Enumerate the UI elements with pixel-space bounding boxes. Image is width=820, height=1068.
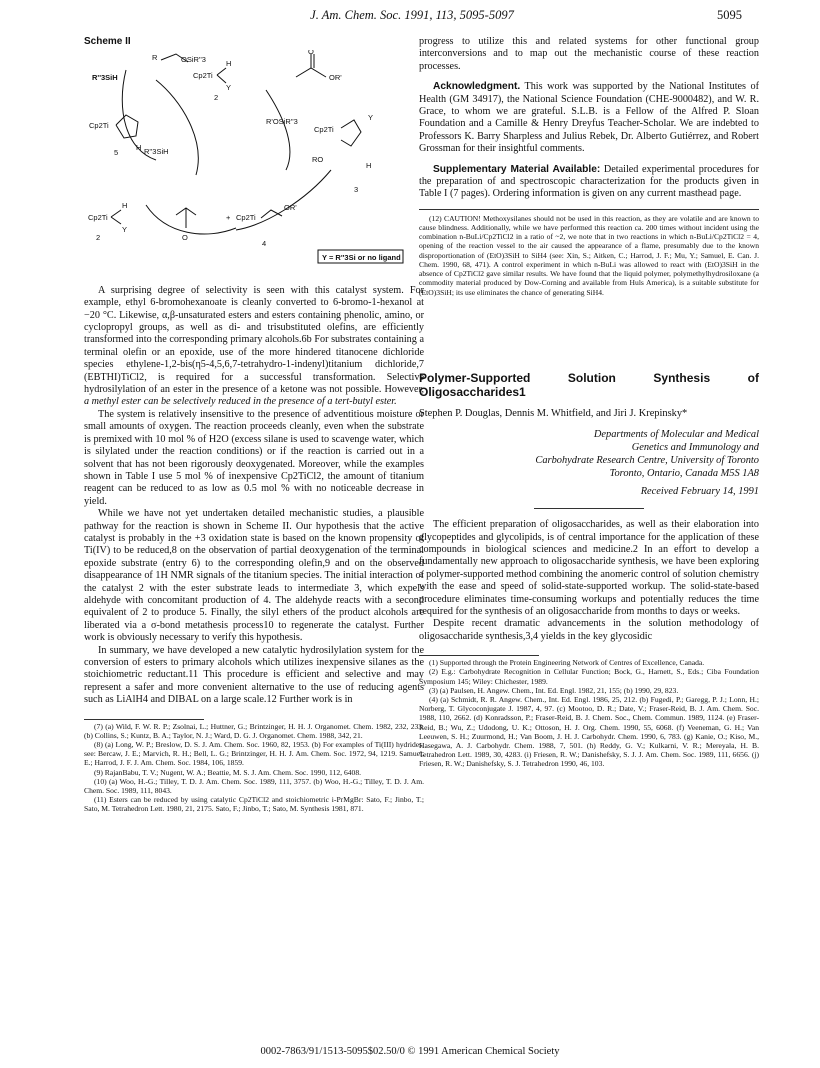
scheme-ro: RO <box>312 155 324 165</box>
footnote-2: (2) E.g.: Carbohydrate Recognition in Cellular Function; Bock, G., Harnett, S., Eds.; Ciba Foundation Symposium 145; Wiley: Chichester, 1989. <box>419 667 759 686</box>
left-footnotes <box>84 722 424 814</box>
received-date: Received February 14, 1991 <box>640 485 759 497</box>
footnote-divider-right <box>419 655 539 656</box>
footnote-3: (3) (a) Paulsen, H. Angew. Chem., Int. Ed. Engl. 1982, 21, 155; (b) 1990, 29, 823. <box>429 685 679 695</box>
left-column <box>84 36 424 814</box>
footnote-4: (4) (a) Schmidt, R. R. Angew. Chem., Int. Ed. Engl. 1986, 25, 212. (b) Fugedi, P.; Garegg, P. J.; Lonn, H.; Norberg, T. Glycoconjugate J. 1987, 4, 97. (c) Mootoo, D. R.; Date, V.; Fraser-Reid, B. J. Am. Chem. Soc. 1988, 110, 2662. (d) Konradsson, P.; Fraser-Reid, B. J. Chem. Soc., Chem. Commun. 1989, 1124. (e) Fraser-Reid, B.; Wu, Z.; Udodong, U. K.; Ottoson, H. J. Org. Chem. 1990, 55, 6068. (f) Veeneman, G. H.; Van Leeuwen, S. H.; Zuurmond, H.; Van Boom, J. H. J. Carbohydr. Chem. 1990, 6, 783. (g) Kanie, O.; Kiso, M., Hasegawa, A. J. Carbohydr. Chem. 1988, 7, 501. (h) Reddy, G. V.; Kulkarni, V. R.; Mereyala, H. B. Tetrahedron Lett. 1989, 30, 4283. (i) Friesen, R. W.; Danishefsky, S. J. J. Am. Chem. Soc. 1989, 111, 6656. (j) Friesen, R. W.; Danishefsky, S. J. Tetrahedron 1990, 46, 103. <box>419 694 759 769</box>
scheme-box-label: Y = R''3Si or no ligand <box>322 253 401 263</box>
paragraph-mechanism: While we have not yet undertaken detailed mechanistic studies, a plausible pathway for the reaction is shown in Scheme II. Our hypothesis that the active catalyst is probably in the +3 oxidation state is based on the known propensity of Ti(IV) to be reduced,8 on the observation of partial deoxygenation of the terminal epoxide substrate (entry 6) to the corresponding olefin,9 and on the observed disappearance of 1H NMR signals of the titanium species. The initial interaction of the catalyst 2 with the ester substrate leads to intermediate 3, which expels aldehyde with concomitant production of 4. The aldehyde reacts with a second equivalent of 2 to produce 5. Finally, the silyl ethers of the product alcohols are liberated via a σ-bond metathesis process10 to regenerate the catalyst. Further work is obviously necessary to verify this hypothesis. <box>84 508 424 644</box>
paragraph-despite: Despite recent dramatic advancements in the solution methodology of oligosaccharide synthesis,3,4 yields in the key glycosidic <box>419 618 759 642</box>
page-number: 5095 <box>717 8 742 22</box>
footnote-7: (7) (a) Wild, F. W. R. P.; Zsolnai, L.; Huttner, G.; Brintzinger, H. H. J. Organomet. Chem. 1982, 232, 233. (b) Collins, S.; Kuntz, B. A.; Taylor, N. J.; Ward, D. G. J. Organomet. Chem. 1988, 342, 21. <box>84 721 424 740</box>
title-divider <box>534 508 644 509</box>
scheme-o-bottom: O <box>182 233 188 243</box>
scheme-o-top: O <box>308 50 314 57</box>
article-title: Polymer-Supported Solution Synthesis of Oligosaccharides1 <box>419 370 759 399</box>
footnote-divider <box>84 719 204 720</box>
scheme-cp2ti-3: Cp2Ti <box>314 125 334 135</box>
paragraph-intro: The efficient preparation of oligosaccharides, as well as their elaboration into glycopeptides and glycolipids, is of central importance for the application of these compounds in biological sciences and medicine.2 In an effort to develop a fundamentally new approach to oligosaccharide synthesis, we have been exploring a polymer-supported method combining the anomeric control of solution chemistry with the ease and speed of solid-state-supported workup. The solid-state-based procedure eliminates time-consuming workups and potentially reduces the time required for the synthesis of an oligosaccharide from months to days or weeks. <box>419 519 759 617</box>
ack-text: This work was supported by the National Institutes of Health (GM 34917), the National Science Foundation (CHE-9000482), and W. R. Grace, to whom we are grateful. S.L.B. is a Fellow of the Alfred P. Sloan Foundation and a Camille & Henry Dreyfus Teacher-Scholar. We are indebted to Professors K. Barry Sharpless and Julius Rebek, Dr. Alberto Gutiérrez, and Robert Grossman for their insightful comments. <box>419 81 759 155</box>
footnote-8: (8) (a) Long, W. P.; Breslow, D. S. J. Am. Chem. Soc. 1960, 82, 1953. (b) For examples of Ti(III) hydrides, see: Bercaw, J. E.; Marvich, R. H.; Bell, L. G.; Brintzinger, H. H. J. Am. Chem. Soc. 1972, 94, 1219. Samuel, E.; Harrod, J. F. J. Am. Chem. Soc. 1984, 106, 1859. <box>84 740 424 768</box>
footnote-1: (1) Supported through the Protein Engineering Network of Centres of Excellence, Canada. <box>429 658 705 668</box>
paragraph-summary: In summary, we have developed a new catalytic hydrosilylation system for the conversion of esters to primary alcohols which utilizes inexpensive silanes as the stoichiometric reductant.11 This procedure is efficient and selective and may represent a safer and more convenient alternative to the use of reducing agents such as LiAlH4 and DIBAL on a large scale.12 Further work is in <box>84 644 424 706</box>
scheme-num2-top: 2 <box>214 93 219 103</box>
scheme-h-bottom: H <box>122 201 128 211</box>
scheme-h-top: H <box>226 59 232 69</box>
article-affiliation <box>419 428 759 480</box>
scheme-num4: 4 <box>262 239 267 249</box>
scheme-num5: 5 <box>114 148 119 158</box>
supp-text: Detailed experimental procedures for the preparation of and spectroscopic characterization for the products given in Table I (7 pages). Ordering information is given on any current masthead page. <box>419 163 759 200</box>
scheme-osir-label: OSiR''3 <box>181 55 206 65</box>
acknowledgment <box>419 81 759 155</box>
scheme-ii-diagram <box>86 50 411 266</box>
page-footer: 0002-7863/91/1513-5095$02.50/0 © 1991 American Chemical Society <box>260 1046 560 1057</box>
scheme-label: Scheme II <box>84 36 131 47</box>
paragraph-insensitive: The system is relatively insensitive to the presence of adventitious moisture or small amounts of oxygen. The reaction proceeds cleanly, even when the substrate is premixed with 10 mol % of H2O (excess silane is used to scavenge water, which is silylated under the reaction conditions) or if the reaction is carried out in a solvent that has not been rigorously deoxygenated. Moreover, while the examples shown in Table I use 5 mol % of inexpensive Cp2TiCl2, the amount of titanium reagent can be reduced to as low as 0.5 mol % with no noticeable decrease in yield. <box>84 408 424 507</box>
running-title: J. Am. Chem. Soc. 1991, 113, 5095-5097 <box>310 8 514 22</box>
running-header <box>82 8 742 28</box>
affiliation-line-2: Genetics and Immunology and <box>631 441 759 453</box>
footnote-9: (9) RajanBabu, T. V.; Nugent, W. A.; Beattie, M. S. J. Am. Chem. Soc. 1990, 112, 6408. <box>94 767 362 777</box>
paragraph-selectivity-italic: a methyl ester can be selectively reduced in the presence of a tert-butyl ester. <box>84 396 397 408</box>
ack-heading: Acknowledgment. <box>433 81 521 93</box>
scheme-plus: + <box>226 213 231 223</box>
scheme-y-bottom: Y <box>122 225 128 235</box>
footnote-12-divider <box>419 209 759 210</box>
right-footnotes <box>419 658 759 768</box>
footnote-11: (11) Esters can be reduced by using catalytic Cp2TiCl2 and stoichiometric i-PrMgBr: Sato, F.; Jinbo, T.; Sato, M. Tetrahedron Lett. 1980, 21, 2175. Sato, F.; Jinbo, T.; Sato, M. Synthesis 1981, 871. <box>84 795 424 814</box>
paragraph-selectivity-text: A surprising degree of selectivity is seen with this catalyst system. For example, ethyl 6-bromohexanoate is cleanly converted to 6-bromo-1-hexanol at −20 °C. Likewise, α,β-unsaturated esters and esters containing phenolic, amino, or cyclopropyl groups, as well as di- and trisubstituted olefins, are efficiently transformed into the corresponding primary alcohols.6b For substrates containing a terminal olefin or an epoxide, use of the more hindered titanocene dichloride species ethylene-1,2-bis(η5-4,5,6,7-tetrahydro-1-indenyl)titanium dichloride,7 (EBTHI)TiCl2, is required for a successful transformation. Selective hydrosilylation of an ester in the presence of a ketone was not possible. However, <box>84 284 424 396</box>
scheme-y-top: Y <box>226 83 232 93</box>
scheme-cp2ti-4: Cp2Ti <box>236 213 256 223</box>
right-column <box>419 36 759 769</box>
scheme-r-label: R <box>152 53 158 63</box>
scheme-y-3: Y <box>368 113 374 123</box>
scheme-cp2ti-top: Cp2Ti <box>193 71 213 81</box>
scheme-cp2ti-5: Cp2Ti <box>89 121 109 131</box>
scheme-h-5: H <box>136 143 142 153</box>
paragraph-selectivity <box>84 285 424 409</box>
paragraph-progress: progress to utilize this and related systems for other functional group interconversions and to map out the mechanistic course of these reaction processes. <box>419 36 759 72</box>
footnote-10: (10) (a) Woo, H.-G.; Tilley, T. D. J. Am. Chem. Soc. 1989, 111, 3757. (b) Woo, H.-G.; Tilley, T. D. J. Am. Chem. Soc. 1989, 111, 8043. <box>84 776 424 796</box>
scheme-silane-label: R''3SiH <box>92 73 118 83</box>
scheme-r-osir: R'OSiR''3 <box>266 117 298 127</box>
scheme-h-3: H <box>366 161 372 171</box>
scheme-cp2ti-bottom: Cp2Ti <box>88 213 108 223</box>
scheme-num2-bottom: 2 <box>96 233 101 243</box>
affiliation-line-4: Toronto, Ontario, Canada M5S 1A8 <box>609 467 759 479</box>
scheme-or-4: OR' <box>284 203 297 213</box>
footnote-12-text: (12) CAUTION! Methoxysilanes should not be used in this reaction, as they are volatile and are known to cause blindness. Additionally, while we have performed this reaction ca. 200 times without incident using the combination n-BuLi/Cp2TiCl2 in a ratio of ~2, we note that in two reactions in which n-BuLi/Cp2TiCl2 = 4, opening of the reaction vessel to the air caused the appearance of a flame, presumably due to the known disproportionation of (EtO)3SiH to SiH4 (see: Xin, S.; Aitken, C.; Harrod, J. F.; Mu, Y.; Samuel, E. Can. J. Chem. 1990, 68, 471). A control experiment in which n-BuLi was allowed to react with (EtO)3SiH in the absence of Cp2TiCl2 gave similar results. We have found that the liquid polymer, polymethylhydrosiloxane (a commodity material produced by Dow-Corning and available from Huls America), is a suitable substitute for (EtO)3SiH; its use eliminates the chance of generating SiH4. <box>419 213 759 297</box>
footnote-12 <box>419 214 759 297</box>
supplementary-material <box>419 164 759 201</box>
affiliation-line-1: Departments of Molecular and Medical <box>593 428 759 440</box>
affiliation-line-3: Carbohydrate Research Centre, University of Toronto <box>535 454 759 466</box>
scheme-num3: 3 <box>354 185 359 195</box>
article-authors: Stephen P. Douglas, Dennis M. Whitfield, and Jiri J. Krepinsky* <box>419 407 688 419</box>
supp-heading: Supplementary Material Available: <box>433 163 601 175</box>
scheme-or-prime: OR' <box>329 73 342 83</box>
scheme-silane-mid: R''3SiH <box>144 147 169 157</box>
